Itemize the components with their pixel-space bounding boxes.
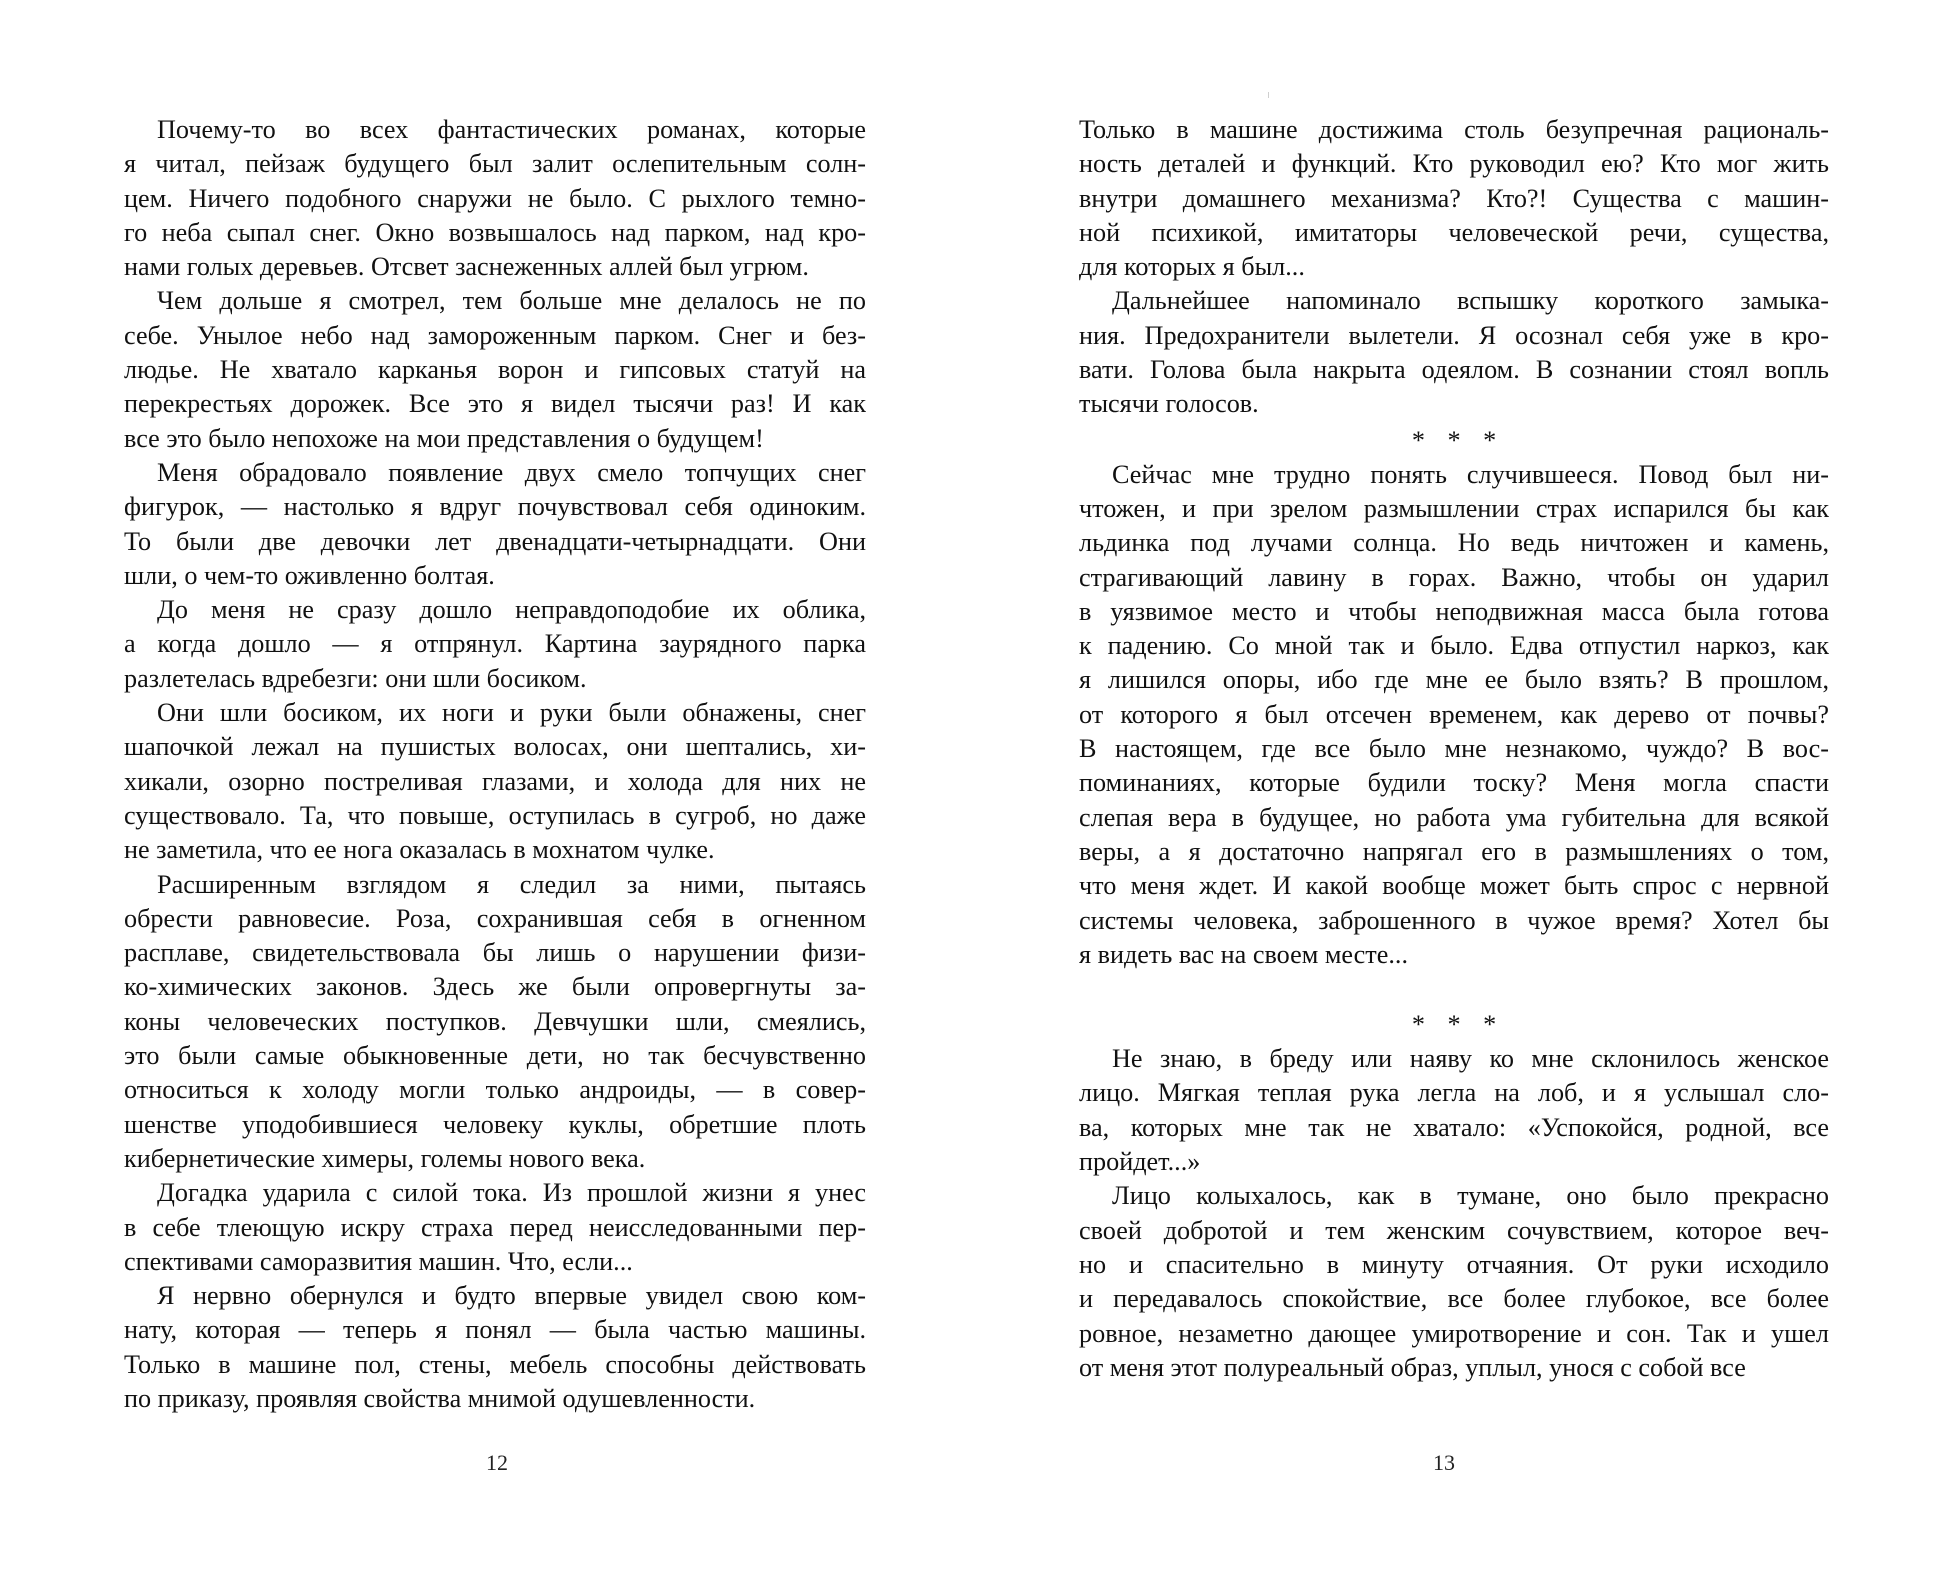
text-line: тысячи голосов. — [1079, 389, 1259, 419]
right-section-2 — [1079, 458, 1829, 972]
text-line: го неба сыпал снег. Окно возвышалось над парком, над кро- — [124, 217, 866, 247]
text-line: Только в машине пол, стены, мебель способны действовать — [124, 1349, 866, 1379]
text-line: от меня этот полуреальный образ, уплыл, унося с собой все — [1079, 1352, 1746, 1382]
text-line: нату, которая — теперь я понял — была частью машины. — [124, 1315, 866, 1345]
text-line: льдинка под лучами солнца. Но ведь ничтожен и камень, — [1079, 528, 1829, 558]
text-line: существовало. Та, что повыше, оступилась в сугроб, но даже — [124, 800, 866, 830]
text-line: Не знаю, в бреду или наяву ко мне склонилось женское — [1112, 1044, 1829, 1074]
text-line: ровное, незаметно дающее умиротворение и сон. Так и ушел — [1079, 1318, 1829, 1348]
text-line: Лицо колыхалось, как в тумане, оно было прекрасно — [1112, 1181, 1829, 1211]
text-line: Почему-то во всех фантастических романах, которые — [157, 115, 866, 144]
text-line: Я нервно обернулся и будто впервые увидел свою ком- — [157, 1281, 866, 1311]
text-line: вати. Голова была накрыта одеялом. В сознании стоял вопль — [1079, 355, 1829, 385]
left-page-text — [124, 113, 866, 1416]
text-line: страгивающий лавину в горах. Важно, чтобы он ударил — [1079, 562, 1829, 592]
text-line: не заметила, что ее нога оказалась в мохнатом чулке. — [124, 835, 715, 865]
right-page-text — [1079, 113, 1829, 1385]
text-line: слепая вера в будущее, но работа ума губительна для всякой — [1079, 802, 1829, 832]
right-section-3 — [1079, 1042, 1829, 1385]
text-line: Только в машине достижима столь безупречная рациональ- — [1079, 115, 1829, 144]
text-line: хикали, озорно постреливая глазами, и холода для них не — [124, 766, 866, 796]
text-line: ность деталей и функций. Кто руководил ею? Кто мог жить — [1079, 149, 1829, 179]
text-line: системы человека, заброшенного в чужое время? Хотел бы — [1079, 905, 1829, 935]
paragraph — [1079, 284, 1829, 421]
paragraph — [124, 696, 866, 867]
text-line: в уязвимое место и чтобы неподвижная масса была готова — [1079, 596, 1829, 626]
text-line: Меня обрадовало появление двух смело топчущих снег — [157, 457, 866, 487]
text-line: До меня не сразу дошло неправдоподобие их облика, — [157, 595, 866, 625]
page-number-right: 13 — [1433, 1450, 1455, 1475]
text-line: шенстве уподобившиеся человеку куклы, обретшие плоть — [124, 1109, 866, 1139]
text-line: для которых я был... — [1079, 252, 1305, 282]
text-line: фигурок, — настолько я вдруг почувствовал себя одиноким. — [124, 492, 866, 522]
text-line: спективами саморазвития машин. Что, если... — [124, 1246, 633, 1276]
paragraph — [124, 456, 866, 593]
text-line: шли, о чем-то оживленно болтая. — [124, 560, 495, 590]
text-line: в себе тлеющую искру страха перед неисследованными пер- — [124, 1212, 866, 1242]
text-line: веры, а я достаточно напрягал его в размышлениях о том, — [1079, 836, 1829, 866]
text-line: коны человеческих поступков. Девчушки шли, смеялись, — [124, 1006, 866, 1036]
page-number-left: 12 — [486, 1450, 508, 1475]
right-section-1 — [1079, 113, 1829, 422]
text-line: и передавалось спокойствие, все более глубокое, все более — [1079, 1284, 1829, 1314]
paragraph — [1079, 1179, 1829, 1385]
text-line: пройдет...» — [1079, 1147, 1201, 1177]
text-line: это были самые обыкновенные дети, но так бесчувственно — [124, 1041, 866, 1071]
text-line: расплаве, свидетельствовала бы лишь о нарушении физи- — [124, 938, 866, 968]
text-line: лицо. Мягкая теплая рука легла на лоб, и я услышал сло- — [1079, 1078, 1829, 1108]
right-page — [969, 0, 1939, 1571]
text-line: нами голых деревьев. Отсвет заснеженных аллей был угрюм. — [124, 252, 809, 282]
text-line: ко-химических законов. Здесь же были опровергнуты за- — [124, 972, 866, 1002]
text-line: ной психикой, имитаторы человеческой речи, существа, — [1079, 217, 1829, 247]
text-line: Расширенным взглядом я следил за ними, пытаясь — [157, 869, 866, 899]
text-line: обрести равновесие. Роза, сохранившая себя в огненном — [124, 903, 866, 933]
paragraph — [124, 1279, 866, 1416]
text-line: а когда дошло — я отпрянул. Картина заурядного парка — [124, 629, 866, 659]
text-line: разлетелась вдребезги: они шли босиком. — [124, 663, 587, 693]
text-line: по приказу, проявляя свойства мнимой одушевленности. — [124, 1383, 756, 1413]
text-line: но и спасительно в минуту отчаяния. От руки исходило — [1079, 1249, 1829, 1279]
text-line: цем. Ничего подобного снаружи не было. С рыхлого темно- — [124, 183, 866, 213]
paragraph — [1079, 1042, 1829, 1179]
text-line: перекрестьях дорожек. Все это я видел тысячи раз! И как — [124, 389, 866, 419]
paragraph — [124, 593, 866, 696]
text-line: я лишился опоры, ибо где мне ее было взять? В прошлом, — [1079, 665, 1829, 695]
text-line: Чем дольше я смотрел, тем больше мне делалось не по — [157, 286, 866, 316]
text-line: шапочкой лежал на пушистых волосах, они шептались, хи- — [124, 732, 866, 762]
section-gap — [1079, 972, 1829, 1006]
paragraph — [124, 1176, 866, 1279]
text-line: относиться к холоду могли только андроиды, — в совер- — [124, 1075, 866, 1105]
text-line: все это было непохоже на мои представления о будущем! — [124, 423, 764, 453]
paragraph — [124, 284, 866, 455]
text-line: своей добротой и тем женским сочувствием, которое веч- — [1079, 1215, 1829, 1245]
left-page — [0, 0, 969, 1571]
text-line: к падению. Со мной так и было. Едва отпустил наркоз, как — [1079, 631, 1829, 661]
paragraph — [124, 113, 866, 284]
text-line: что меня ждет. И какой вообще может быть спрос с нервной — [1079, 871, 1829, 901]
text-line: Они шли босиком, их ноги и руки были обнажены, снег — [157, 698, 866, 728]
text-line: от которого я был отсечен временем, как дерево от почвы? — [1079, 699, 1829, 729]
text-line: То были две девочки лет двенадцати-четырнадцати. Они — [124, 526, 866, 556]
text-line: Дальнейшее напоминало вспышку короткого замыка- — [1112, 286, 1829, 316]
text-line: ния. Предохранители вылетели. Я осознал себя уже в кро- — [1079, 320, 1829, 350]
text-line: кибернетические химеры, големы нового века. — [124, 1143, 646, 1173]
text-line: людье. Не хватало карканья ворон и гипсовых статуй на — [124, 355, 866, 385]
text-line: Догадка ударила с силой тока. Из прошлой жизни я унес — [157, 1178, 866, 1208]
text-line: поминаниях, которые будили тоску? Меня могла спасти — [1079, 768, 1829, 798]
paragraph — [1079, 458, 1829, 972]
text-line: себе. Унылое небо над замороженным парком. Снег и без- — [124, 320, 866, 350]
section-break-1: * * * — [1411, 425, 1505, 455]
paragraph — [1079, 113, 1829, 284]
section-break-2: * * * — [1411, 1010, 1505, 1040]
text-line: В настоящем, где все было мне незнакомо, чуждо? В вос- — [1079, 734, 1829, 764]
text-line: я читал, пейзаж будущего был залит ослепительным солн- — [124, 149, 866, 179]
text-line: я видеть вас на своем месте... — [1079, 939, 1408, 969]
text-line: внутри домашнего механизма? Кто?! Существа с машин- — [1079, 183, 1829, 213]
text-line: чтожен, и при зрелом размышлении страх испарился бы как — [1079, 493, 1829, 523]
text-line: ва, которых мне так не хватало: «Успокойся, родной, все — [1079, 1112, 1829, 1142]
text-line: Сейчас мне трудно понять случившееся. Повод был ни- — [1112, 459, 1829, 489]
paragraph — [124, 868, 866, 1177]
